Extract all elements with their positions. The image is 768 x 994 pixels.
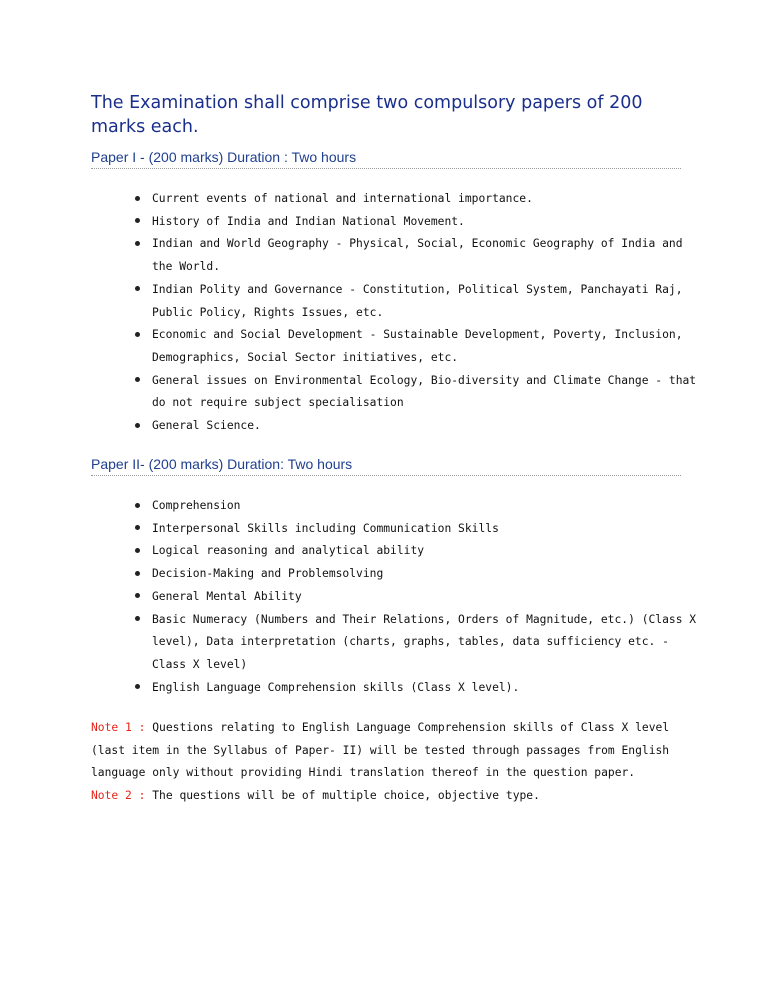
paper-1-topic-list xyxy=(118,188,698,438)
bullet-icon xyxy=(135,324,152,347)
bullet-icon xyxy=(135,677,152,700)
list-item: Indian and World Geography - Physical, Social, Economic Geography of India and the World. xyxy=(135,233,698,278)
list-item: English Language Comprehension skills (Class X level). xyxy=(135,677,698,700)
bullet-icon xyxy=(135,415,152,438)
list-item: Economic and Social Development - Sustainable Development, Poverty, Inclusion, Demographics, Social Sector initiatives, etc. xyxy=(135,324,698,369)
list-item: Decision-Making and Problemsolving xyxy=(135,563,698,586)
list-item: General Science. xyxy=(135,415,698,438)
bullet-icon xyxy=(135,370,152,393)
note-2-label: Note 2 : xyxy=(91,789,146,802)
bullet-icon xyxy=(135,609,152,632)
bullet-icon xyxy=(135,495,152,518)
list-item: Basic Numeracy (Numbers and Their Relations, Orders of Magnitude, etc.) (Class X level), Data interpretation (charts, graphs, tables, data sufficiency etc. - Class X level) xyxy=(135,609,698,677)
list-item: General issues on Environmental Ecology, Bio-diversity and Climate Change - that do not require subject specialisation xyxy=(135,370,698,415)
note-1-text: Questions relating to English Language Comprehension skills of Class X level (last item in the Syllabus of Paper- II) will be tested through passages from English language only without providing Hindi translation thereof in the question paper. xyxy=(91,721,670,780)
bullet-icon xyxy=(135,518,152,541)
list-item: Interpersonal Skills including Communication Skills xyxy=(135,518,698,541)
bullet-icon xyxy=(135,233,152,256)
bullet-icon xyxy=(135,563,152,586)
list-item: Comprehension xyxy=(135,495,698,518)
list-item: Current events of national and international importance. xyxy=(135,188,698,211)
bullet-icon xyxy=(135,211,152,234)
paper-2-heading: Paper II- (200 marks) Duration: Two hours xyxy=(91,455,681,476)
bullet-icon xyxy=(135,279,152,302)
list-item: Logical reasoning and analytical ability xyxy=(135,540,698,563)
note-1 xyxy=(91,717,691,785)
bullet-icon xyxy=(135,188,152,211)
bullet-icon xyxy=(135,586,152,609)
page-title: The Examination shall comprise two compulsory papers of 200 marks each. xyxy=(91,93,643,137)
paper-2-topic-list xyxy=(118,495,698,699)
note-2 xyxy=(91,785,691,808)
note-1-label: Note 1 : xyxy=(91,721,146,734)
paper-1-heading: Paper I - (200 marks) Duration : Two hours xyxy=(91,148,681,169)
bullet-icon xyxy=(135,540,152,563)
note-2-text: The questions will be of multiple choice, objective type. xyxy=(152,789,540,802)
list-item: General Mental Ability xyxy=(135,586,698,609)
list-item: Indian Polity and Governance - Constitution, Political System, Panchayati Raj, Public Policy, Rights Issues, etc. xyxy=(135,279,698,324)
list-item: History of India and Indian National Movement. xyxy=(135,211,698,234)
